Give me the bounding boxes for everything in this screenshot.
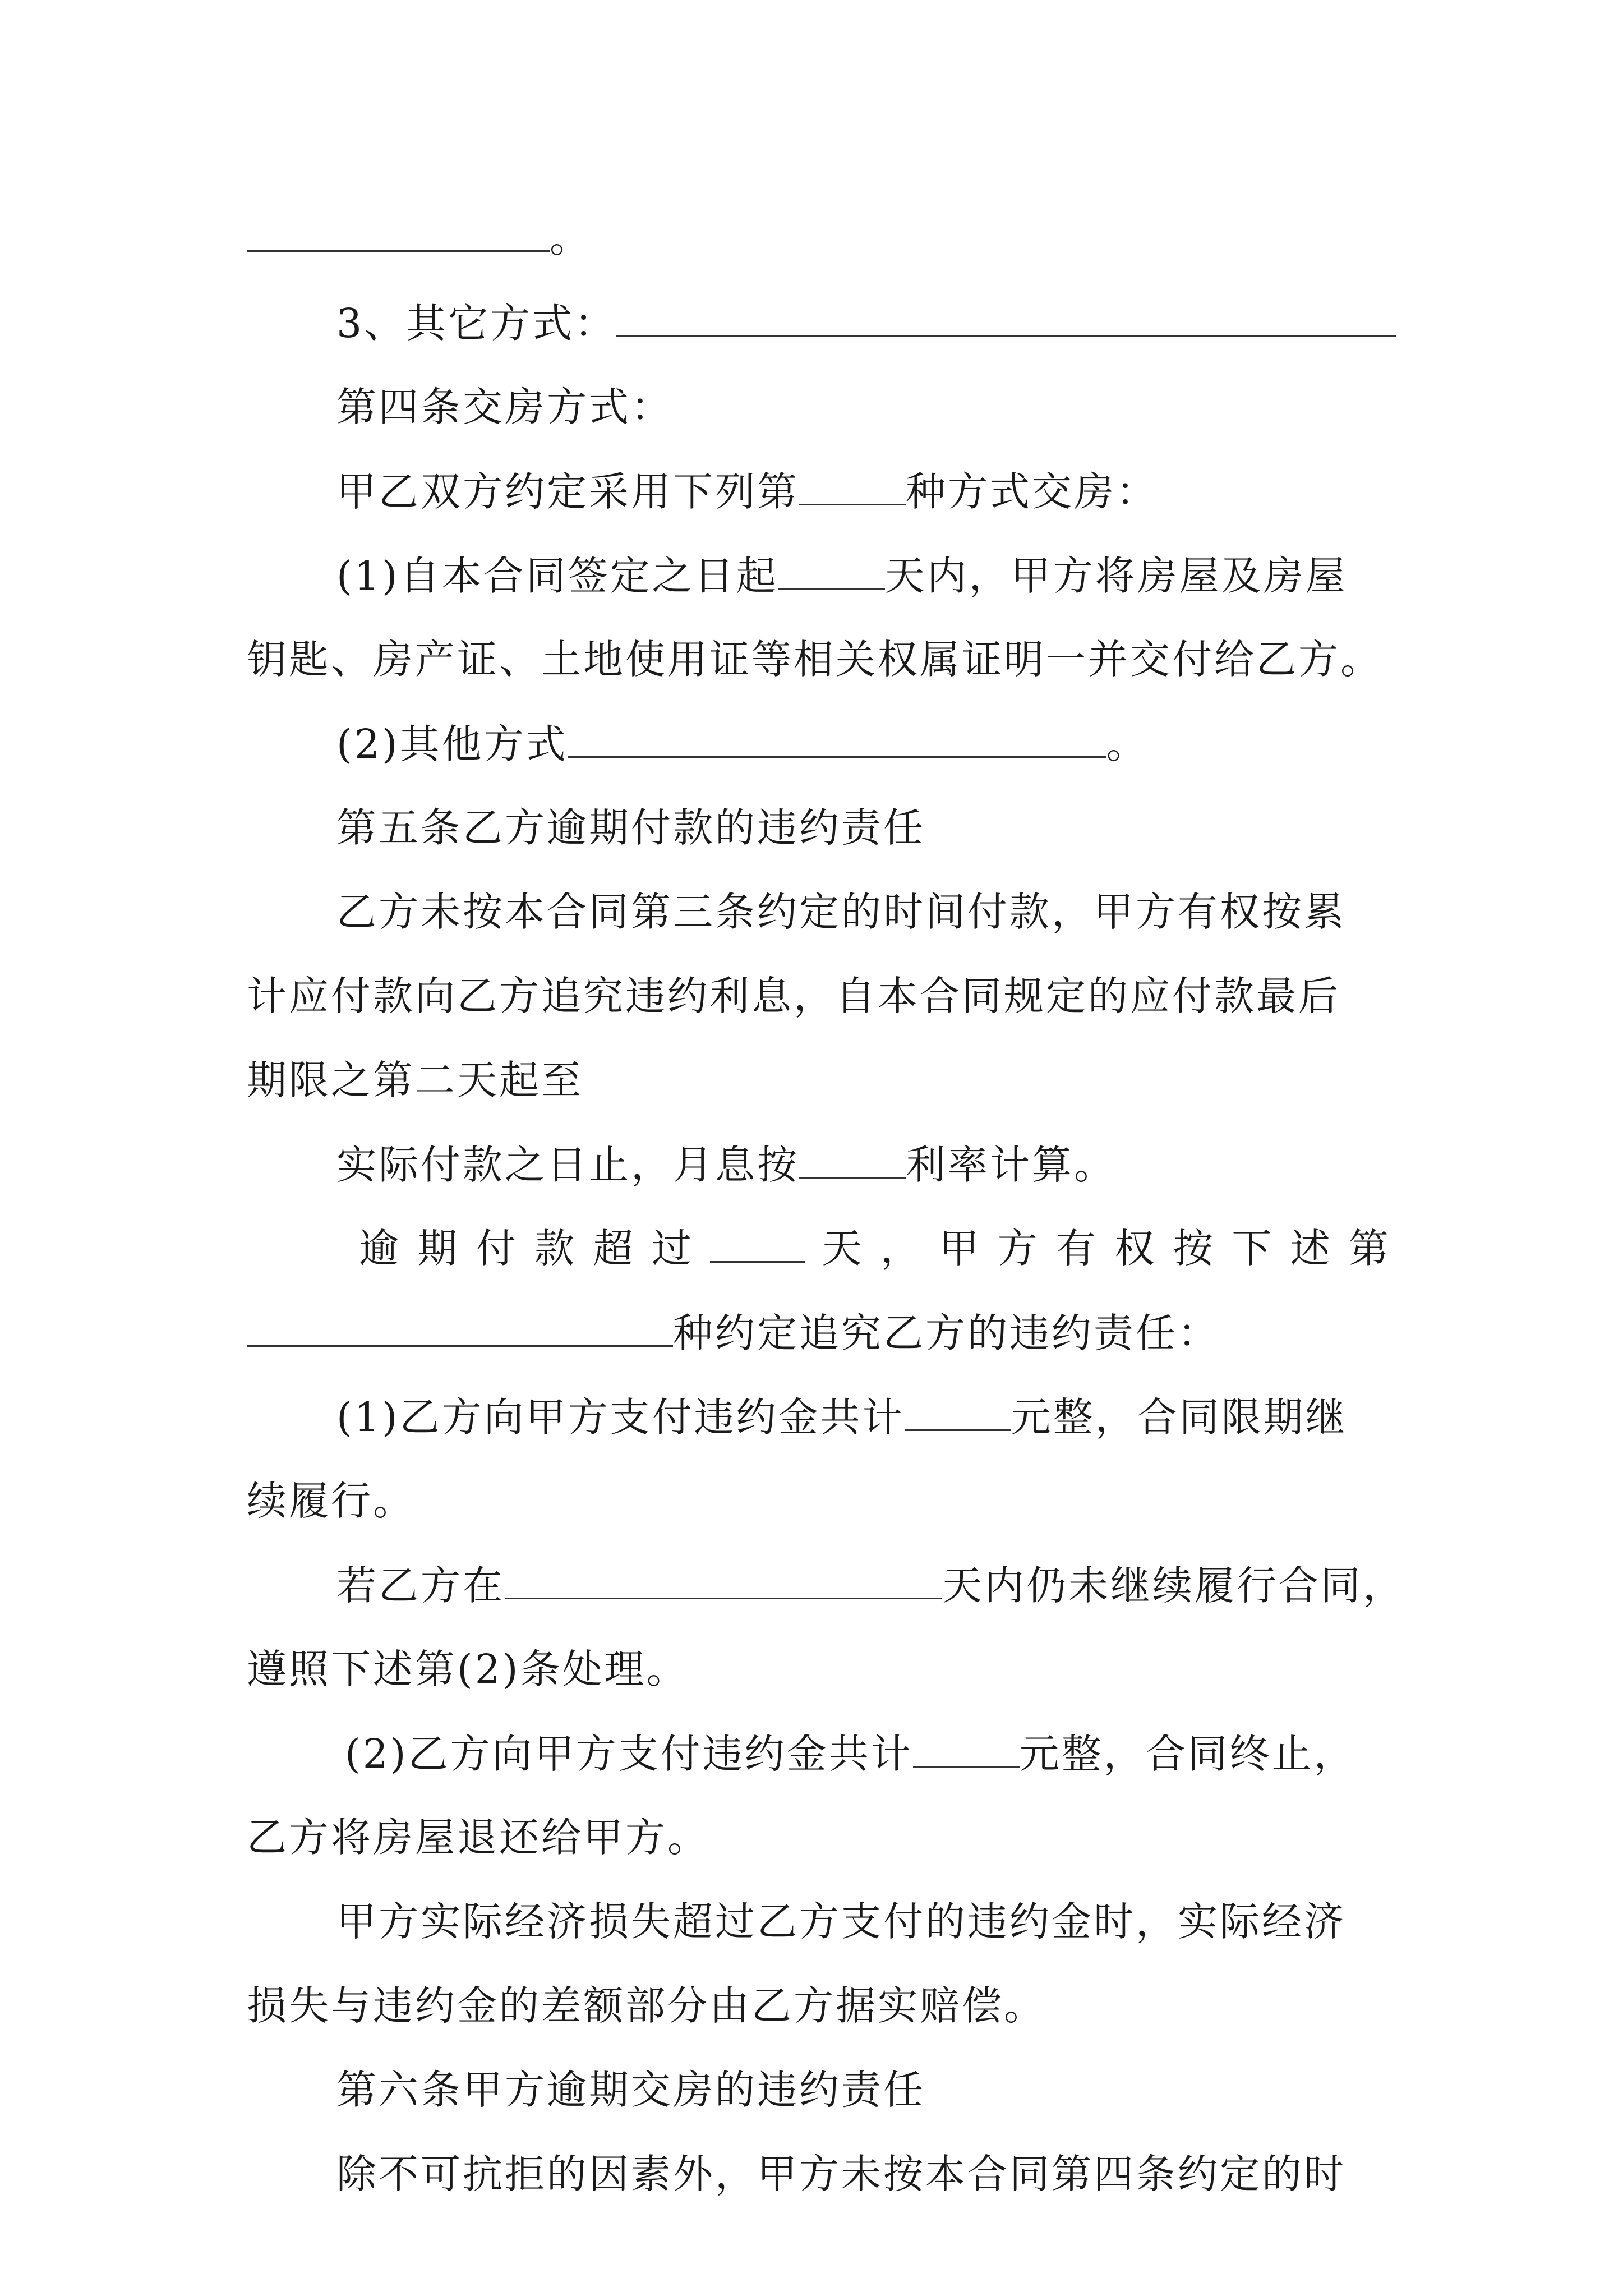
- article-6-heading: 第六条甲方逾期交房的违约责任: [336, 2067, 926, 2113]
- fill-blank: [913, 1733, 1020, 1768]
- fill-blank: [710, 1228, 805, 1263]
- article-5-heading: 第五条乙方逾期付款的违约责任: [336, 804, 926, 851]
- fill-blank: [247, 1313, 673, 1347]
- fill-blank: [799, 471, 906, 505]
- fill-blank: [905, 1397, 1011, 1431]
- text-line-22: 损失与违约金的差额部分由乙方据实赔偿。: [247, 1982, 1046, 2029]
- text-line-15: (1)乙方向甲方支付违约金共计 元整，合同限期继: [336, 1394, 1348, 1441]
- text-line-16: 续履行。: [247, 1478, 416, 1524]
- text-line-1: 。: [247, 218, 1391, 258]
- text-line-9: 乙方未按本合同第三条约定的时间付款，甲方有权按累: [336, 889, 1347, 935]
- text-line-14: 种约定追究乙方的违约责任：: [247, 1313, 1391, 1353]
- text-line-12: 实际付款之日止，月息按 利率计算。: [336, 1142, 1117, 1188]
- text-line-2: 3、其它方式：: [336, 303, 1391, 343]
- fill-blank: [799, 1144, 906, 1179]
- text-line-13-justified: 逾 期 付 款 超 过 天 ， 甲 方 有 权 按 下 述 第: [359, 1225, 1391, 1272]
- text-line-7: (2)其他方式 。: [336, 721, 1149, 767]
- text-line-20: 乙方将房屋退还给甲方。: [247, 1814, 710, 1861]
- text-line-10: 计应付款向乙方追究违约利息，自本合同规定的应付款最后: [247, 973, 1341, 1019]
- text-line-6: 钥匙、房产证、土地使用证等相关权属证明一并交付给乙方。: [247, 636, 1383, 683]
- text-line-17: 若乙方在 天内仍未继续履行合同，: [336, 1562, 1405, 1609]
- text-line-5: (1)自本合同签定之日起 天内，甲方将房屋及房屋: [336, 553, 1348, 599]
- article-4-heading: 第四条交房方式：: [336, 384, 674, 430]
- fill-blank: [505, 1565, 942, 1599]
- text-line-21: 甲方实际经济损失超过乙方支付的违约金时，实际经济: [336, 1898, 1347, 1945]
- text-line-11: 期限之第二天起至: [247, 1057, 584, 1103]
- text-line-24: 除不可抗拒的因素外，甲方未按本合同第四条约定的时: [336, 2151, 1347, 2197]
- fill-blank: [616, 303, 1396, 337]
- fill-blank: [778, 555, 885, 590]
- text-line-19: (2)乙方向甲方支付违约金共计 元整，合同终止，: [345, 1731, 1356, 1777]
- text-line-18: 遵照下述第(2)条处理。: [247, 1646, 689, 1692]
- text-line-4: 甲乙双方约定采用下列第 种方式交房：: [336, 468, 1159, 515]
- fill-blank: [247, 218, 550, 252]
- fill-blank: [568, 724, 1106, 758]
